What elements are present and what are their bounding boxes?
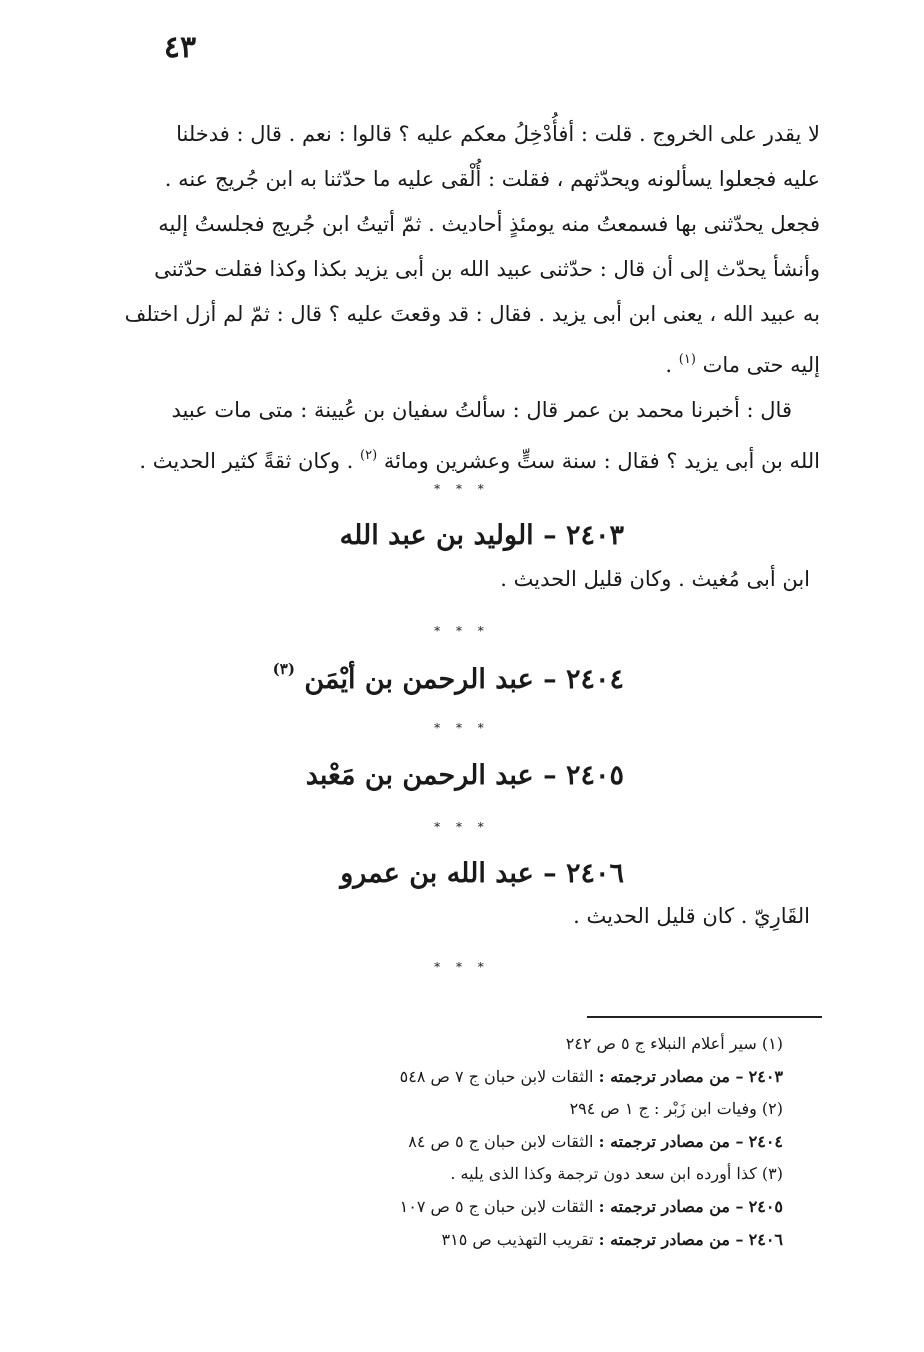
text-line: عليه فجعلوا يسألونه ويحدّثهم ، فقلت : أُلْقى عليه ما حدّثنا به ابن جُريج عنه . (164, 167, 820, 191)
separator-stars: * * * (434, 624, 490, 638)
source-note-2404 (263, 1126, 783, 1159)
entry-title-2404-container (224, 660, 624, 695)
source-number: ٢٤٠٥ (748, 1196, 783, 1216)
source-note-2405 (263, 1191, 783, 1224)
source-label: – من مصادر ترجمته : (598, 1066, 744, 1086)
text-segment: . وكان ثقةً كثير الحديث . (139, 449, 360, 473)
source-note-2403 (263, 1061, 783, 1094)
text-line: وأنشأ يحدّث إلى أن قال : حدّثنى عبيد الله بن أبى يزيد بكذا وكذا فقلت حدّثنى (154, 257, 820, 281)
paragraph-2 (128, 388, 820, 484)
footnote-item: (٣) كذا أورده ابن سعد دون ترجمة وكذا الذى يليه . (450, 1164, 783, 1184)
entry-description-2406: القَارِيّ . كان قليل الحديث . (573, 904, 810, 928)
source-label: – من مصادر ترجمته : (598, 1131, 744, 1151)
entry-title-2405: ٢٤٠٥ – عبد الرحمن بن مَعْبد (305, 760, 624, 791)
entry-description-2403: ابن أبى مُغيث . وكان قليل الحديث . (500, 567, 810, 591)
footnote-item: (١) سير أعلام النبلاء ج ٥ ص ٢٤٢ (565, 1034, 783, 1053)
source-text: الثقات لابن حبان ج ٥ ص ٨٤ (408, 1131, 599, 1151)
text-segment: . (665, 353, 679, 377)
footnote-ref: (٢) (360, 448, 378, 463)
main-text (124, 112, 820, 484)
source-note-2406 (263, 1224, 783, 1257)
source-text: الثقات لابن حبان ج ٥ ص ١٠٧ (399, 1196, 599, 1216)
separator-stars: * * * (434, 721, 490, 735)
source-number: ٢٤٠٣ (748, 1066, 783, 1086)
paragraph-1 (124, 112, 820, 388)
source-number: ٢٤٠٤ (748, 1131, 783, 1151)
entry-title-2406: ٢٤٠٦ – عبد الله بن عمرو (340, 858, 624, 889)
page-number: ٤٣ (163, 30, 197, 65)
separator-stars: * * * (434, 820, 490, 834)
separator-stars: * * * (434, 482, 490, 496)
text-line: فجعل يحدّثنى بها فسمعتُ منه يومئذٍ أحاديث . ثمّ أتيتُ ابن جُريج فجلستُ إليه (158, 212, 820, 236)
text-line (128, 337, 820, 388)
source-text: الثقات لابن حبان ج ٧ ص ٥٤٨ (399, 1066, 599, 1086)
source-label: – من مصادر ترجمته : (598, 1196, 744, 1216)
footnote-item: (٢) وفيات ابن زَبْر : ج ١ ص ٢٩٤ (569, 1099, 783, 1119)
text-segment: الله بن أبى يزيد ؟ فقال : سنة ستٍّ وعشرين ومائة (383, 449, 820, 473)
source-number: ٢٤٠٦ (748, 1229, 783, 1249)
entry-title-2404: ٢٤٠٤ – عبد الرحمن بن أيْمَن (304, 664, 624, 695)
footnote-ref: (٣) (272, 660, 295, 678)
footnote-divider (587, 1016, 822, 1018)
source-label: – من مصادر ترجمته : (598, 1229, 744, 1249)
separator-stars: * * * (434, 960, 490, 974)
text-line: به عبيد الله ، يعنى ابن أبى يزيد . فقال : قد وقعتَ عليه ؟ قال : ثمّ لم أزل اختلف (124, 302, 820, 326)
entry-title-2403: ٢٤٠٣ – الوليد بن عبد الله (339, 520, 624, 551)
footnotes (263, 1028, 783, 1256)
text-segment: إليه حتى مات (702, 353, 820, 377)
text-line (128, 433, 820, 484)
source-text: تقريب التهذيب ص ٣١٥ (441, 1229, 599, 1249)
text-line: لا يقدر على الخروج . قلت : أفأُدْخِلُ معكم عليه ؟ قالوا : نعم . قال : فدخلنا (176, 122, 820, 146)
footnote-ref: (١) (678, 352, 696, 367)
text-line: قال : أخبرنا محمد بن عمر قال : سألتُ سفيان بن عُيينة : متى مات عبيد (171, 398, 792, 422)
